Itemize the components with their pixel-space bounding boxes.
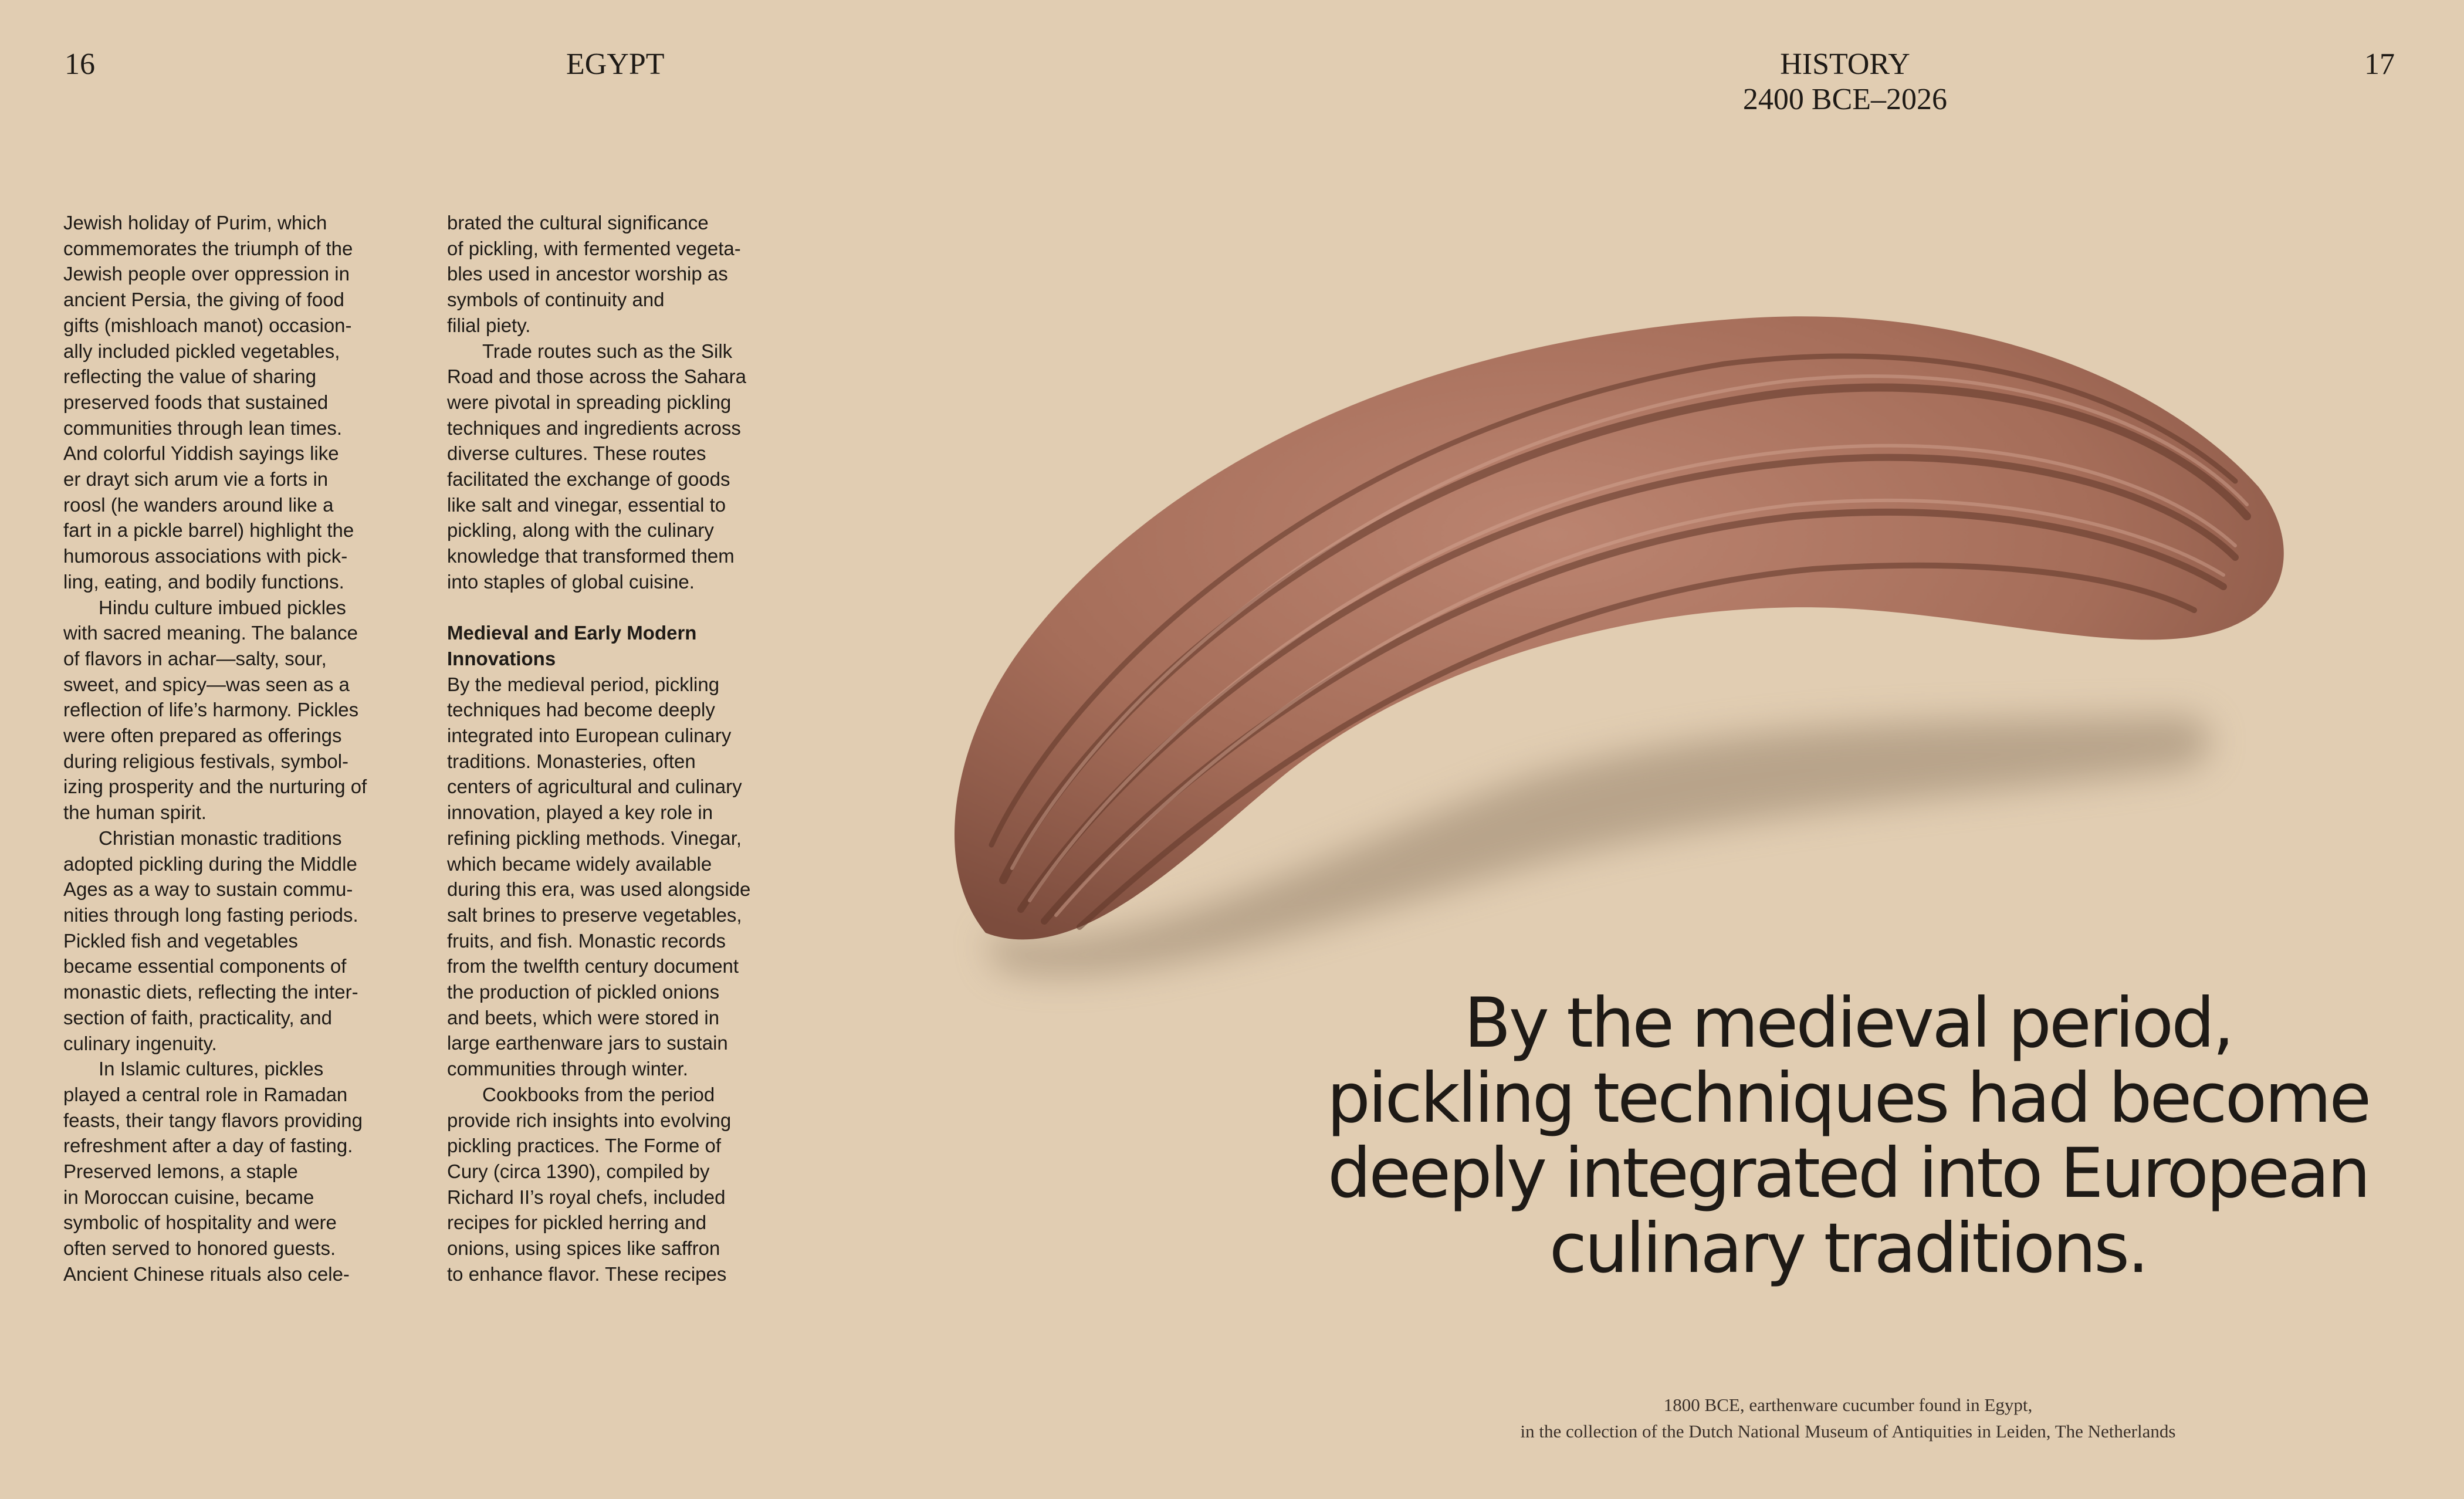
paragraph: Jewish holiday of Purim, which commemorates the triumph of the Jewish people over oppression in ancient Persia, the giving of food gifts (mishloach manot) occasion- ally included pickled vegetables, reflecting the value of sharing preserved foods that sustained communities through lean times. And colorful Yiddish sayings like er drayt sich arum vie a forts in roosl (he wanders around like a fart in a pickle barrel) highlight the humorous associations with pick- ling, eating, and bodily functions. <box>63 212 354 593</box>
body-column-left <box>63 210 409 1287</box>
paragraph: Hindu culture imbued pickles with sacred meaning. The balance of flavors in achar—salty, sour, sweet, and spicy—was seen as a reflection of life’s harmony. Pickles were often prepared as offerings during religious festivals, symbol- izing prosperity and the nurturing of the human spirit. <box>63 596 367 824</box>
right-section-title: HISTORY 2400 BCE–2026 <box>1742 48 1948 116</box>
photo-caption: 1800 BCE, earthenware cucumber found in Egypt, in the collection of the Dutch National Museum of Antiquities in Leiden, The Netherlands <box>1520 1395 2176 1442</box>
body-column-right <box>447 210 793 1287</box>
paragraph: brated the cultural significance of pickling, with fermented vegeta- bles used in ancestor worship as symbols of continuity and filial piety. <box>447 212 741 336</box>
right-page-number: 17 <box>2364 48 2395 81</box>
left-section-title: EGYPT <box>566 48 665 81</box>
paragraph: In Islamic cultures, pickles played a central role in Ramadan feasts, their tangy flavors providing refreshment after a day of fasting. Preserved lemons, a staple in Moroccan cuisine, became symbolic of hospitality and were often served to honored guests. Ancient Chinese rituals also cele- <box>63 1058 363 1285</box>
left-page-number: 16 <box>65 48 95 81</box>
paragraph: Trade routes such as the Silk Road and those across the Sahara were pivotal in spreading pickling techniques and ingredients across diverse cultures. These routes facilitated the exchange of goods like salt and vinegar, essential to pickling, along with the culinary knowledge that transformed them into staples of global cuisine. <box>447 340 747 593</box>
section-heading: Medieval and Early Modern Innovations <box>447 622 697 669</box>
pull-quote: By the medieval period, pickling techniques had become deeply integrated into European culinary traditions. <box>1326 983 2370 1288</box>
paragraph: Christian monastic traditions adopted pickling during the Middle Ages as a way to sustain commu- nities through long fasting periods. Pickled fish and vegetables became essential components of monastic diets, reflecting the inter- section of faith, practicality, and culinary ingenuity. <box>63 827 358 1054</box>
paragraph: Cookbooks from the period provide rich insights into evolving pickling practices. The Forme of Cury (circa 1390), compiled by Richard II’s royal chefs, included recipes for pickled herring and onions, using spices like saffron to enhance flavor. These recipes <box>447 1083 732 1285</box>
paragraph: By the medieval period, pickling techniques had become deeply integrated into European culinary traditions. Monasteries, often centers of agricultural and culinary innovation, played a key role in refining pickling methods. Vinegar, which became widely available during this era, was used alongside salt brines to preserve vegetables, fruits, and fish. Monastic records from the twelfth century document the production of pickled onions and beets, which were stored in large earthenware jars to sustain communities through winter. <box>447 673 751 1080</box>
earthenware-cucumber-photo <box>903 293 2311 1027</box>
